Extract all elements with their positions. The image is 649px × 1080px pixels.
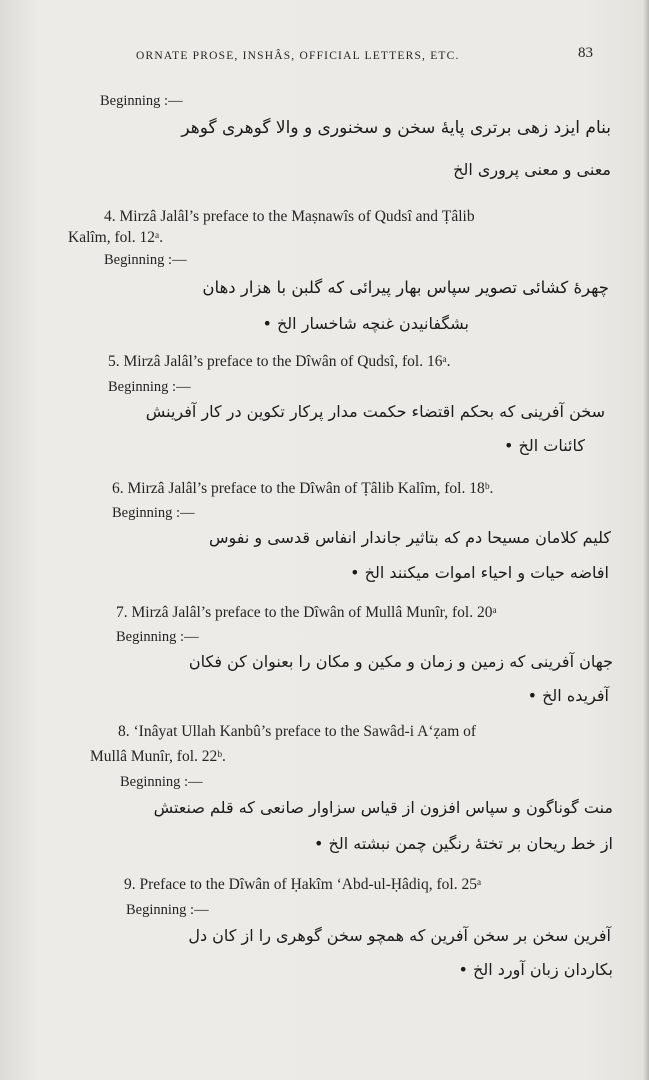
persian-text-line: منت گوناگون و سپاس افزون از قیاس سزاوار صانعی که قلم صنعتش xyxy=(153,798,613,817)
beginning-label: Beginning :— xyxy=(126,902,209,918)
persian-text-line: آفریده الخ • xyxy=(527,686,609,705)
persian-text-line: از خط ریحان بر تختهٔ رنگین چمن نبشته الخ • xyxy=(313,834,613,853)
beginning-label: Beginning :— xyxy=(112,505,195,521)
beginning-label: Beginning :— xyxy=(108,379,191,395)
persian-text-line: بکاردان زبان آورد الخ • xyxy=(458,960,613,979)
persian-text-line: بنام ایزد زهی برتری پایهٔ سخن و سخنوری و والا گوهری گوهر xyxy=(181,118,611,138)
entry-heading: 8. ‘Inâyat Ullah Kanbû’s preface to the Sawâd-i A‘ẓam of xyxy=(118,723,477,740)
running-head: ORNATE PROSE, INSHÂS, OFFICIAL LETTERS, ETC. xyxy=(136,50,460,62)
persian-text-line: کلیم کلامان مسیحا دم که بتاثیر جاندار انفاس قدسی و نفوس xyxy=(208,528,611,547)
entry-heading: 7. Mirzâ Jalâl’s preface to the Dîwân of Mullâ Munîr, fol. 20ᵃ xyxy=(116,604,497,621)
beginning-label: Beginning :— xyxy=(104,252,187,268)
persian-text-line: معنی و معنی پروری الخ xyxy=(453,160,611,179)
persian-text-line: چهرهٔ کشائی تصویر سپاس بهار پیرائی که گلبن با هزار دهان xyxy=(202,278,609,297)
beginning-label: Beginning :— xyxy=(100,93,183,109)
persian-text-line: آفرین سخن بر سخن آفرین که همچو سخن گوهری را از کان دل xyxy=(188,926,611,945)
entry-heading: 6. Mirzâ Jalâl’s preface to the Dîwân of Ṭâlib Kalîm, fol. 18ᵇ. xyxy=(112,480,494,497)
beginning-label: Beginning :— xyxy=(120,774,203,790)
page-number: 83 xyxy=(578,45,593,61)
persian-text-line: سخن آفرینی که بحکم اقتضاء حکمت مدار پرکار تکوین در کار آفرینش xyxy=(145,402,605,421)
page-edge-shadow xyxy=(643,0,649,1080)
persian-text-line: جهان آفرینی که زمین و زمان و مکین و مکان را بعنوان کن فکان xyxy=(188,652,613,671)
persian-text-line: کائنات الخ • xyxy=(504,436,585,455)
entry-heading: 4. Mirzâ Jalâl’s preface to the Maṣnawîs of Qudsî and Ṭâlib xyxy=(104,208,475,225)
beginning-label: Beginning :— xyxy=(116,629,199,645)
entry-heading: 9. Preface to the Dîwân of Ḥakîm ‘Abd-ul-Ḥâdiq, fol. 25ᵃ xyxy=(124,876,482,893)
entry-heading: 5. Mirzâ Jalâl’s preface to the Dîwân of Qudsî, fol. 16ᵃ. xyxy=(108,353,451,370)
entry-heading-cont: Kalîm, fol. 12ᵃ. xyxy=(68,229,164,246)
persian-text-line: بشگفانیدن غنچه شاخسار الخ • xyxy=(262,314,469,333)
persian-text-line: افاضه حیات و احیاء اموات میکنند الخ • xyxy=(350,563,609,582)
entry-heading-cont: Mullâ Munîr, fol. 22ᵇ. xyxy=(90,748,226,765)
